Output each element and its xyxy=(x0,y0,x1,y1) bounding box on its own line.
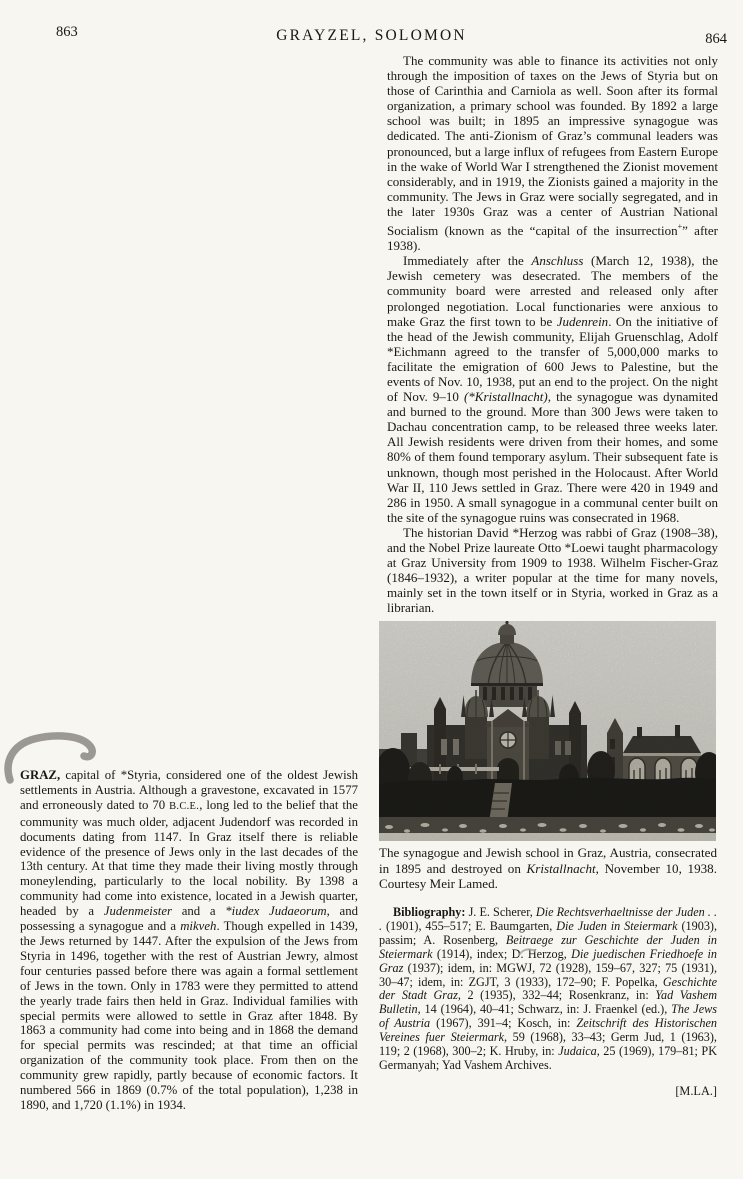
bibliography-paragraph: Bibliography: J. E. Scherer, Die Rechtsverhaeltnisse der Juden . . . (1901), 455–517; E. Baumgarten, Die Juden in Steiermark (1903), passim; A. Rosenberg, Beitraege zur Geschichte der Juden in Steiermark (1914), index; D. Herzog, Die juedischen Friedhoefe in Graz (1937); idem, in: MGWJ, 72 (1928), 159–67, 327; 75 (1931), 30–47; idem, in: ZGJT, 3 (1933), 172–90; F. Popelka, Geschichte der Stadt Graz, 2 (1935), 332–44; Rosenkranz, in: Yad Vashem Bulletin, 14 (1964), 40–41; Schwarz, in: J. Fraenkel (ed.), The Jews of Austria (1967), 391–4; Kosch, in: Zeitschrift des Historischen Vereines fuer Steiermark, 59 (1968), 33–43; Germ Jud, 1 (1963), 119; 2 (1968), 300–2; K. Hruby, in: Judaica, 25 (1969), 179–81; PK Germanyah; Yad Vashem Archives. xyxy=(379,904,718,1072)
photo-caption: The synagogue and Jewish school in Graz, Austria, consecrated in 1895 and destroyed on Kristallnacht, November 10, 1938. Courtesy Meir Lamed. xyxy=(379,845,717,892)
paragraph-notable-figures: The historian David *Herzog was rabbi of Graz (1908–38), and the Nobel Prize laureate Otto *Loewi taught pharmacology at Graz University from 1909 to 1938. Wilhelm Fischer-Graz (1846–1932), a writer popular at the time for many novels, mainly set in the town itself or in Styria, worked in Graz as a librarian. xyxy=(387,524,718,616)
running-header-title: GRAYZEL, SOLOMON xyxy=(276,27,467,44)
synagogue-photo-image xyxy=(379,621,716,841)
author-signature: [M.LA.] xyxy=(675,1084,717,1099)
figure-block xyxy=(379,621,717,1098)
paragraph-anschluss-events: Immediately after the Anschluss (March 12, 1938), the Jewish cemetery was desecrated. The members of the community board were arrested and released only after prolonged negotiation. Local functionaries were anxious to make Graz the first town to be Judenrein. On the initiative of the head of the Jewish community, Elijah Gruenschlag, Adolf *Eichmann agreed to the transfer of 5,000,000 marks to facilitate the emigration of 600 Jews to Palestine, but the events of Nov. 10, 1938, put an end to the project. On the night of Nov. 9–10 (*Kristallnacht), the synagogue was dynamited and burned to the ground. More than 300 Jews were taken to Dachau concentration camp, to be released three weeks later. All Jewish residents were driven from their homes, and some 80% of them found temporary asylum. Their subsequent fate is unknown, though most perished in the Holocaust. After World War II, 110 Jews settled in Graz. There were 420 in 1949 and 286 in 1950. A small synagogue in a communal center built on the site of the synagogue ruins was consecrated in 1968. xyxy=(387,253,719,525)
left-column xyxy=(20,768,358,1113)
right-column xyxy=(379,53,719,1099)
page-number-right: 864 xyxy=(705,31,727,47)
paragraph-community-finance: The community was able to finance its activities not only through the imposition of taxes on the Jews of Styria but on those of Carinthia and Carniola as well. Soon after its formal organization, a primary school was founded. By 1892 a large school was built; in 1895 an impressive synagogue was dedicated. The anti-Zionism of Graz’s communal leaders was pronounced, but a large influx of refugees from Eastern Europe in the wake of World War I strengthened the Zionist movement considerably, and in 1919, the Zionists gained a majority in the community. The Jews in Graz were socially segregated, and in the later 1930s Graz was a center of Austrian National Socialism (known as the “capital of the insurrection+” after 1938). xyxy=(387,53,718,254)
page-number-left: 863 xyxy=(56,24,78,40)
graz-entry-paragraph: GRAZ, capital of *Styria, considered one of the oldest Jewish settlements in Austria. Although a gravestone, excavated in 1577 and erroneously dated to 70 B.C.E., long led to the belief that the community was much older, adjacent Judendorf was recorded in documents dating from 1147. In Graz itself there is reliable evidence of the presence of Jews only in the last decades of the 13th century. At that time they made their living mostly through moneylending, particularly to the local nobility. By 1398 a community had come into existence, located in a Jewish quarter, headed by a Judenmeister and a *iudex Judaeorum, and possessing a synagogue and a mikveh. Though expelled in 1439, the Jews returned by 1447. After the expulsion of the Jews from Styria in 1496, together with the rest of Austrian Jewry, almost four centuries passed before there was again a formal settlement of Jews in the town. Only in 1783 were they permitted to attend the yearly trade fairs then held in Graz. Individual families with special permits were allowed to settle in Graz after 1848. By 1863 a community had come into being and in 1868 the demand for special permits was rescinded; at that time an official organization of the community took place. From then on the community grew rapidly, partly because of economic factors. It numbered 566 in 1869 (0.7% of the total population), 1,238 in 1890, and 1,720 (1.1%) in 1934. xyxy=(20,768,358,1112)
synagogue-photo xyxy=(379,621,717,892)
pen-squiggle-mark xyxy=(517,947,537,959)
